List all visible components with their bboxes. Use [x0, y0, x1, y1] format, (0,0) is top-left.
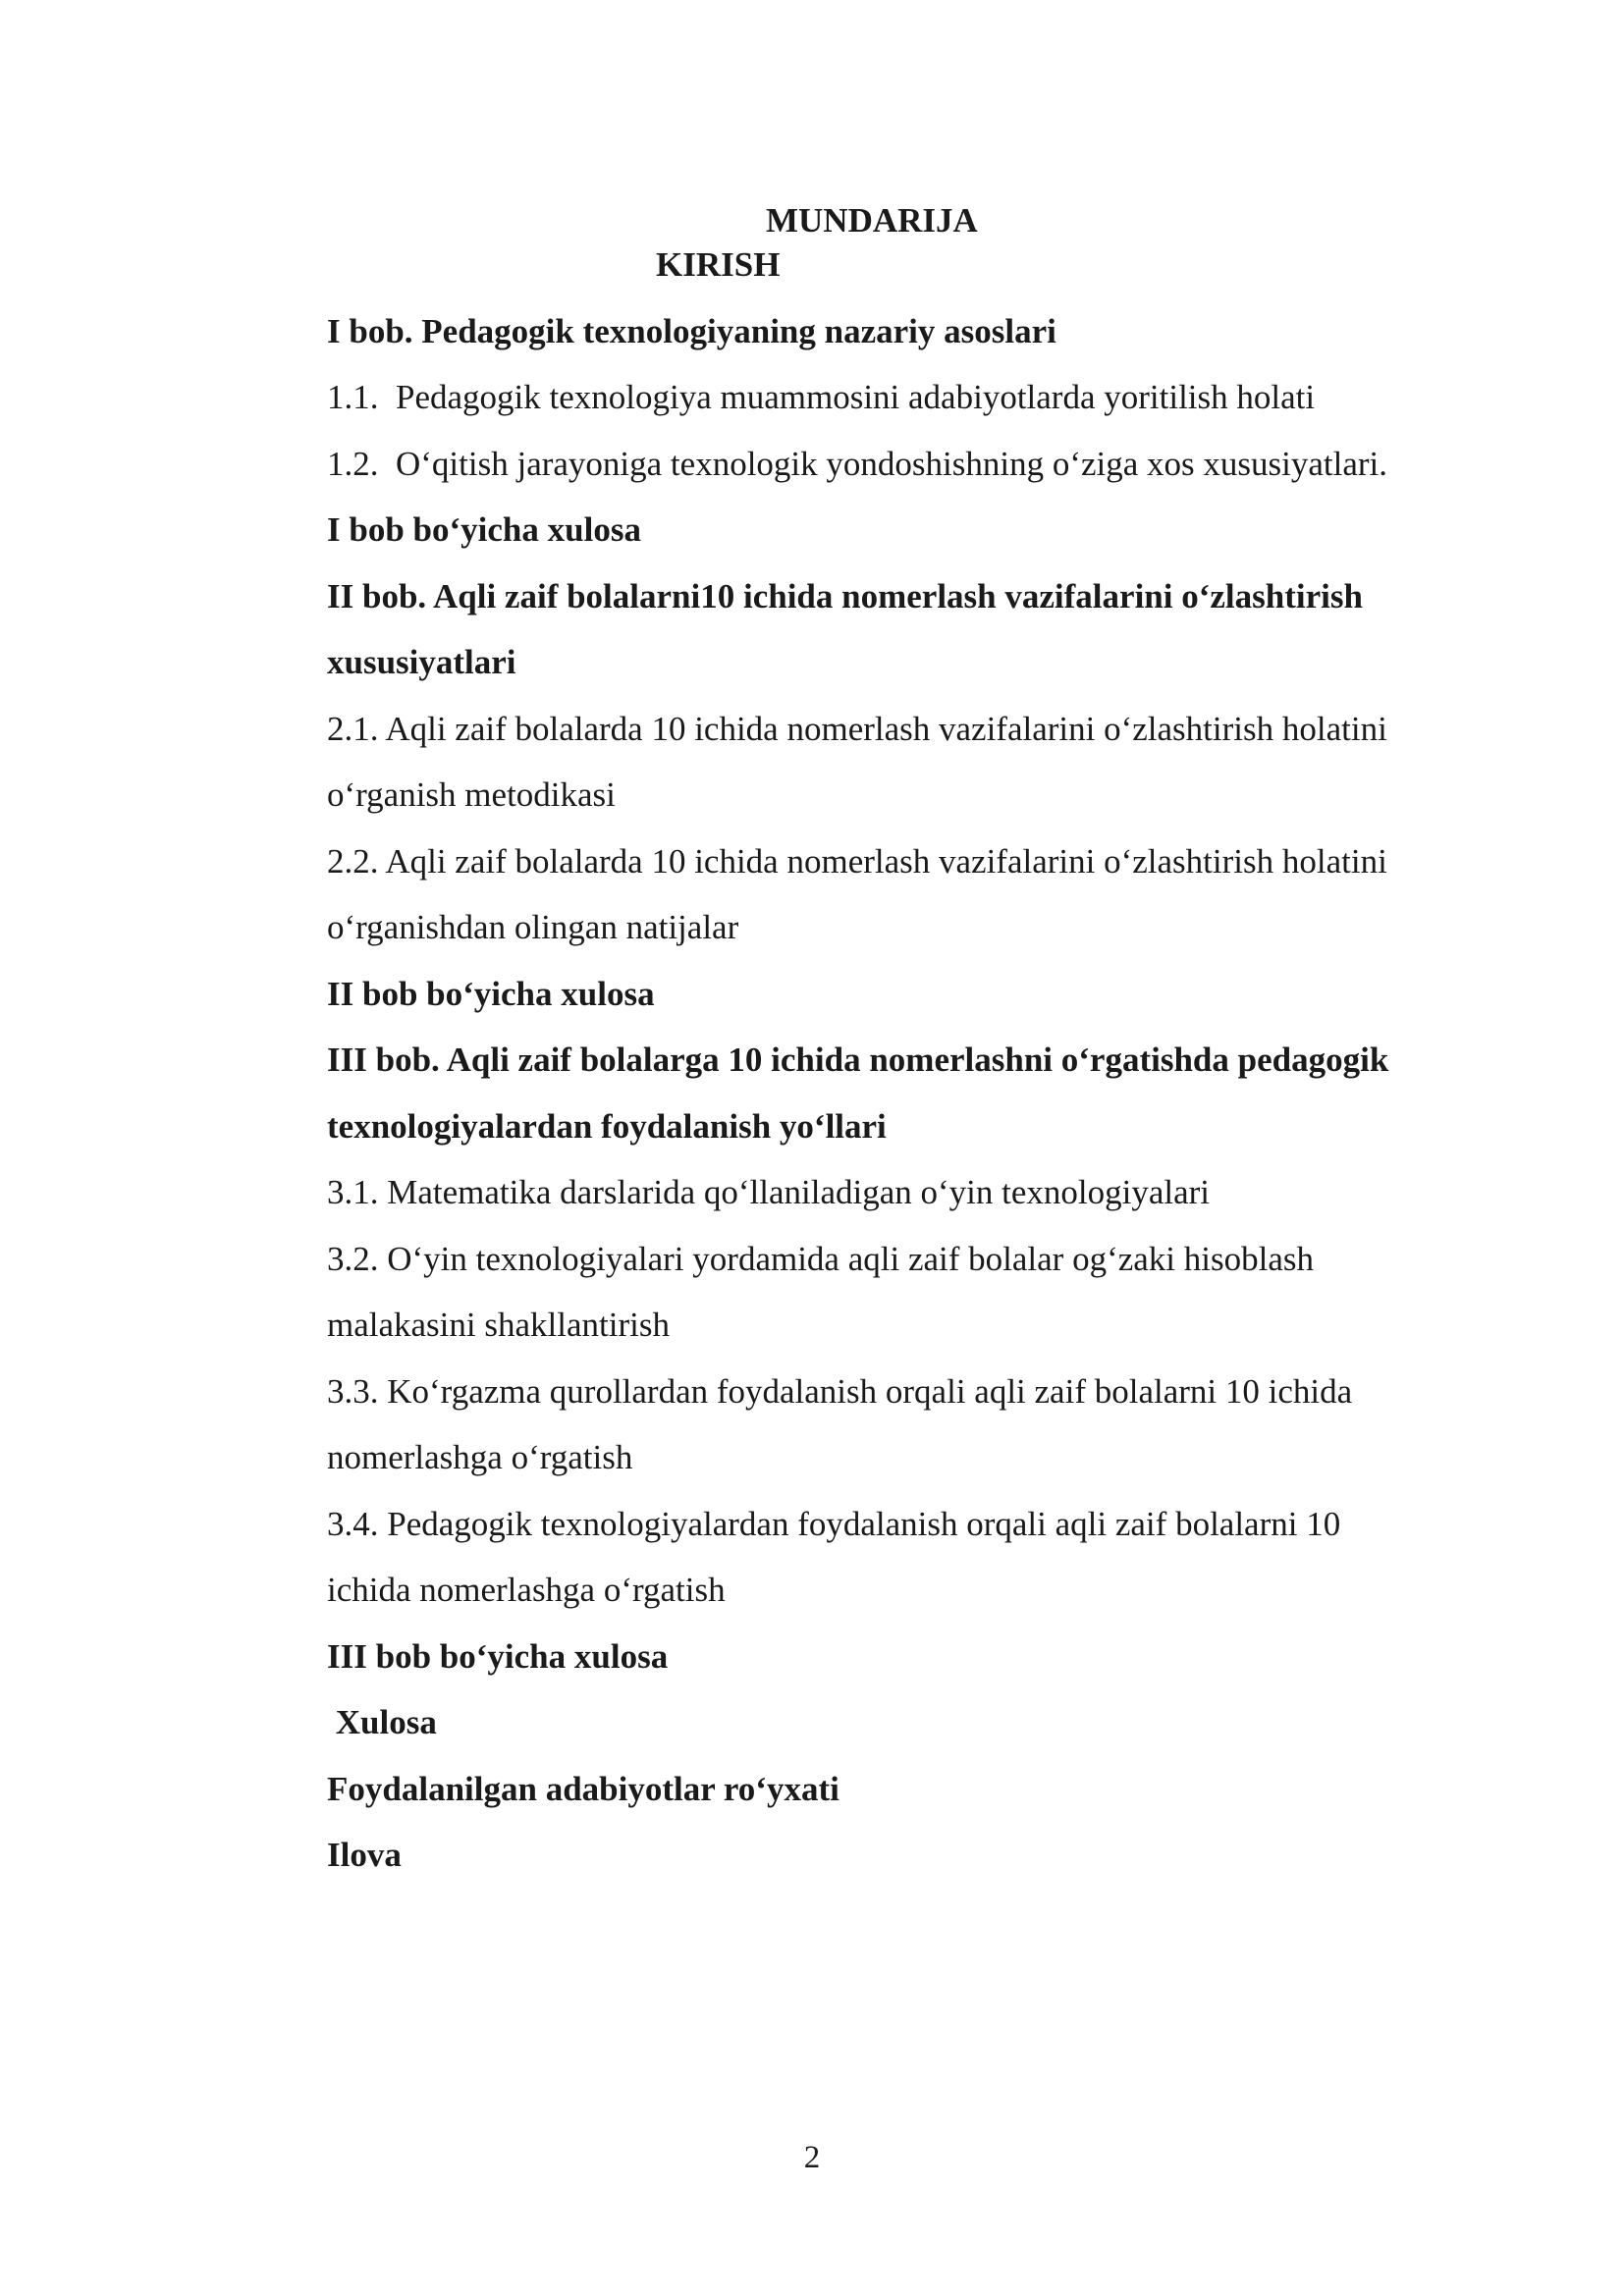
page-title: MUNDARIJA [766, 201, 978, 240]
page-number: 2 [803, 2140, 821, 2175]
toc-entry-1-1 [327, 378, 1315, 417]
toc-entry-chapter-2-conclusion: II bob bo‘yicha xulosa [327, 975, 655, 1013]
toc-entry-2-1: 2.1. Aqli zaif bolalarda 10 ichida nomerlash vazifalarini o‘zlashtirish holatini [327, 710, 1387, 748]
toc-entry-2-1-cont: o‘rganish metodikasi [327, 775, 616, 814]
toc-entry-references: Foydalanilgan adabiyotlar ro‘yxati [327, 1770, 839, 1808]
toc-entry-2-2: 2.2. Aqli zaif bolalarda 10 ichida nomerlash vazifalarini o‘zlashtirish holatini [327, 842, 1387, 881]
toc-entry-2-2-cont: o‘rganishdan olingan natijalar [327, 908, 739, 946]
toc-entry-3-4-cont: ichida nomerlashga o‘rgatish [327, 1571, 726, 1609]
toc-entry-3-2-cont: malakasini shakllantirish [327, 1306, 670, 1344]
toc-entry-1-2 [327, 445, 1387, 484]
toc-entry-chapter-3-cont: texnologiyalardan foydalanish yo‘llari [327, 1107, 887, 1146]
toc-entry-3-3-cont: nomerlashga o‘rgatish [327, 1438, 633, 1476]
toc-entry-number: 1.1. [327, 378, 379, 416]
toc-entry-3-1: 3.1. Matematika darslarida qo‘llaniladigan o‘yin texnologiyalari [327, 1173, 1211, 1211]
toc-entry-chapter-2: II bob. Aqli zaif bolalarni10 ichida nomerlash vazifalarini o‘zlashtirish [327, 577, 1363, 615]
toc-entry-appendix: Ilova [327, 1836, 402, 1874]
toc-entry-chapter-2-cont: xususiyatlari [327, 643, 516, 681]
toc-entry-chapter-1: I bob. Pedagogik texnologiyaning nazariy asoslari [327, 312, 1056, 350]
toc-entry-text: O‘qitish jarayoniga texnologik yondoshishning o‘ziga xos xususiyatlari. [396, 445, 1388, 483]
toc-entry-chapter-3-conclusion: III bob bo‘yicha xulosa [327, 1637, 669, 1676]
toc-entry-number: 1.2. [327, 445, 379, 483]
toc-entry-conclusion: Xulosa [327, 1703, 437, 1741]
toc-entry-3-4: 3.4. Pedagogik texnologiyalardan foydalanish orqali aqli zaif bolalarni 10 [327, 1505, 1341, 1543]
toc-entry-chapter-3: III bob. Aqli zaif bolalarga 10 ichida nomerlashni o‘rgatishda pedagogik [327, 1041, 1389, 1079]
toc-entry-text: Pedagogik texnologiya muammosini adabiyotlarda yoritilish holati [396, 378, 1316, 416]
toc-entry-3-3: 3.3. Ko‘rgazma qurollardan foydalanish orqali aqli zaif bolalarni 10 ichida [327, 1372, 1353, 1411]
toc-entry-chapter-1-conclusion: I bob bo‘yicha xulosa [327, 510, 641, 549]
intro-heading: KIRISH [656, 245, 781, 284]
toc-entry-3-2: 3.2. O‘yin texnologiyalari yordamida aqli zaif bolalar og‘zaki hisoblash [327, 1240, 1314, 1278]
